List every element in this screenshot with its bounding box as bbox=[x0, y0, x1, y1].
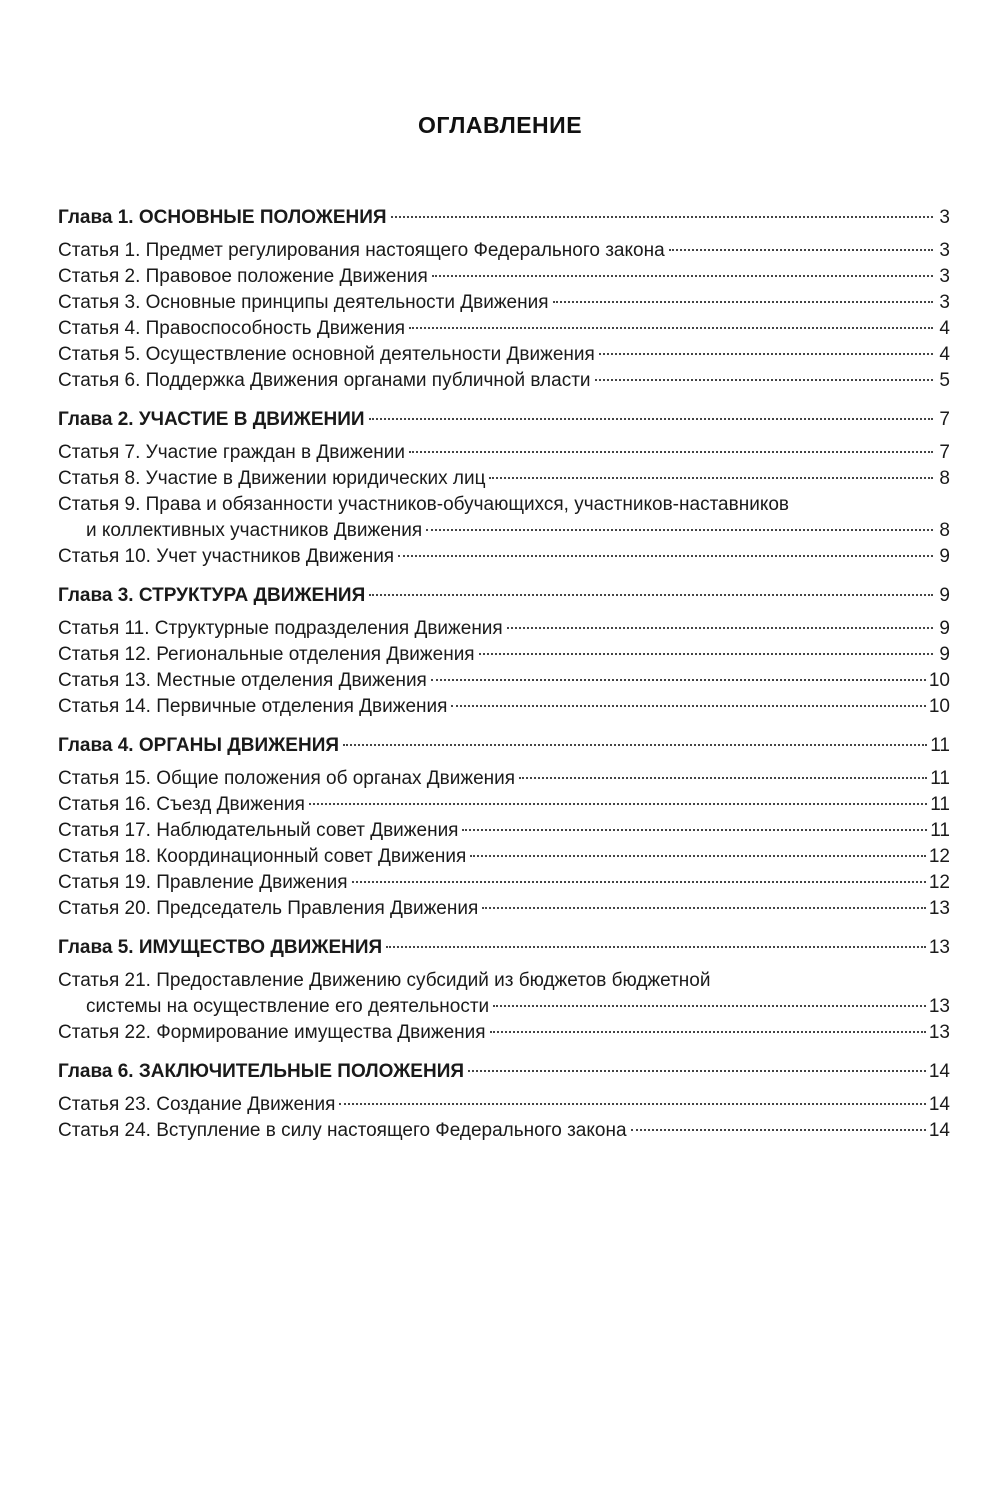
page-number: 4 bbox=[939, 344, 950, 365]
chapter-label: Глава 5. ИМУЩЕСТВО ДВИЖЕНИЯ bbox=[58, 937, 383, 958]
article-label: Статья 20. Председатель Правления Движения bbox=[58, 898, 479, 919]
article-label: Статья 7. Участие граждан в Движении bbox=[58, 442, 405, 463]
article-label: Статья 22. Формирование имущества Движения bbox=[58, 1022, 486, 1043]
dot-leader bbox=[398, 555, 933, 557]
article-label: Статья 6. Поддержка Движения органами публичной власти bbox=[58, 370, 591, 391]
toc-chapter-1 bbox=[58, 204, 950, 394]
page-number: 7 bbox=[939, 409, 950, 430]
page-number: 10 bbox=[928, 670, 950, 691]
toc-article[interactable] bbox=[58, 290, 950, 316]
dot-leader bbox=[631, 1129, 926, 1131]
table-of-contents bbox=[58, 204, 950, 1156]
article-label: Статья 5. Осуществление основной деятельности Движения bbox=[58, 344, 595, 365]
dot-leader bbox=[369, 594, 933, 596]
article-label: Статья 13. Местные отделения Движения bbox=[58, 670, 427, 691]
article-label: Статья 1. Предмет регулирования настоящего Федерального закона bbox=[58, 240, 665, 261]
toc-article[interactable] bbox=[58, 518, 950, 544]
page-number: 11 bbox=[930, 768, 950, 789]
page-number: 4 bbox=[939, 318, 950, 339]
toc-article[interactable] bbox=[58, 642, 950, 668]
page-number: 9 bbox=[939, 585, 950, 606]
toc-article[interactable] bbox=[58, 342, 950, 368]
dot-leader bbox=[409, 327, 933, 329]
dot-leader bbox=[369, 418, 933, 420]
chapter-label: Глава 1. ОСНОВНЫЕ ПОЛОЖЕНИЯ bbox=[58, 207, 387, 228]
page-number: 13 bbox=[928, 996, 950, 1017]
toc-article[interactable] bbox=[58, 368, 950, 394]
chapter-label: Глава 4. ОРГАНЫ ДВИЖЕНИЯ bbox=[58, 735, 340, 756]
toc-chapter-heading[interactable] bbox=[58, 582, 950, 610]
article-label: Статья 19. Правление Движения bbox=[58, 872, 348, 893]
dot-leader bbox=[519, 777, 927, 779]
toc-article[interactable] bbox=[58, 544, 950, 570]
article-label: Статья 3. Основные принципы деятельности Движения bbox=[58, 292, 549, 313]
toc-article[interactable] bbox=[58, 668, 950, 694]
page-number: 5 bbox=[939, 370, 950, 391]
toc-article[interactable] bbox=[58, 440, 950, 466]
article-label: Статья 15. Общие положения об органах Движения bbox=[58, 768, 516, 789]
article-label: Статья 17. Наблюдательный совет Движения bbox=[58, 820, 459, 841]
toc-article[interactable] bbox=[58, 1092, 950, 1118]
dot-leader bbox=[482, 907, 926, 909]
toc-chapter-heading[interactable] bbox=[58, 732, 950, 760]
toc-chapter-5 bbox=[58, 934, 950, 1046]
page-number: 9 bbox=[939, 644, 950, 665]
page-number: 11 bbox=[930, 794, 950, 815]
dot-leader bbox=[507, 627, 933, 629]
toc-article[interactable] bbox=[58, 896, 950, 922]
toc-chapter-heading[interactable] bbox=[58, 1058, 950, 1086]
dot-leader bbox=[409, 451, 933, 453]
dot-leader bbox=[599, 353, 933, 355]
toc-article[interactable] bbox=[58, 766, 950, 792]
dot-leader bbox=[431, 679, 926, 681]
page-number: 11 bbox=[930, 820, 950, 841]
page-title: ОГЛАВЛЕНИЕ bbox=[417, 112, 583, 138]
page-number: 13 bbox=[928, 1022, 950, 1043]
article-label: Статья 8. Участие в Движении юридических лиц bbox=[58, 468, 486, 489]
dot-leader bbox=[489, 477, 933, 479]
page-number: 12 bbox=[928, 872, 950, 893]
toc-chapter-2 bbox=[58, 406, 950, 570]
toc-chapter-3 bbox=[58, 582, 950, 720]
page-number: 3 bbox=[939, 207, 950, 228]
toc-article[interactable] bbox=[58, 1118, 950, 1144]
article-label: Статья 11. Структурные подразделения Движения bbox=[58, 618, 503, 639]
dot-leader bbox=[470, 855, 926, 857]
article-label: Статья 18. Координационный совет Движения bbox=[58, 846, 467, 867]
toc-article[interactable] bbox=[58, 994, 950, 1020]
dot-leader bbox=[386, 946, 926, 948]
page-number: 3 bbox=[939, 292, 950, 313]
article-label: Статья 12. Региональные отделения Движения bbox=[58, 644, 475, 665]
article-label-first-line[interactable]: Статья 21. Предоставление Движению субсидий из бюджетов бюджетной bbox=[58, 970, 711, 991]
dot-leader bbox=[462, 829, 927, 831]
article-label-first-line[interactable]: Статья 9. Права и обязанности участников-обучающихся, участников-наставников bbox=[58, 494, 790, 515]
dot-leader bbox=[553, 301, 933, 303]
dot-leader bbox=[595, 379, 933, 381]
page-number: 9 bbox=[939, 546, 950, 567]
toc-article[interactable] bbox=[58, 264, 950, 290]
dot-leader bbox=[669, 249, 933, 251]
toc-article[interactable] bbox=[58, 694, 950, 720]
article-label: Статья 16. Съезд Движения bbox=[58, 794, 305, 815]
article-label: и коллективных участников Движения bbox=[86, 520, 423, 541]
article-label: Статья 4. Правоспособность Движения bbox=[58, 318, 406, 339]
toc-article[interactable] bbox=[58, 316, 950, 342]
page-number: 3 bbox=[939, 266, 950, 287]
page-number: 13 bbox=[928, 937, 950, 958]
chapter-label: Глава 6. ЗАКЛЮЧИТЕЛЬНЫЕ ПОЛОЖЕНИЯ bbox=[58, 1061, 465, 1082]
page-number: 14 bbox=[928, 1061, 950, 1082]
page-number: 12 bbox=[928, 846, 950, 867]
toc-article[interactable] bbox=[58, 792, 950, 818]
dot-leader bbox=[391, 216, 933, 218]
toc-chapter-6 bbox=[58, 1058, 950, 1144]
toc-chapter-heading[interactable] bbox=[58, 934, 950, 962]
chapter-label: Глава 3. СТРУКТУРА ДВИЖЕНИЯ bbox=[58, 585, 366, 606]
dot-leader bbox=[490, 1031, 926, 1033]
dot-leader bbox=[343, 744, 927, 746]
dot-leader bbox=[493, 1005, 926, 1007]
page-number: 8 bbox=[939, 520, 950, 541]
page-number: 7 bbox=[939, 442, 950, 463]
page-number: 11 bbox=[930, 735, 950, 756]
toc-chapter-4 bbox=[58, 732, 950, 922]
article-label: Статья 2. Правовое положение Движения bbox=[58, 266, 428, 287]
dot-leader bbox=[451, 705, 925, 707]
dot-leader bbox=[426, 529, 933, 531]
page-number: 13 bbox=[928, 898, 950, 919]
dot-leader bbox=[352, 881, 926, 883]
toc-article[interactable] bbox=[58, 818, 950, 844]
toc-article[interactable] bbox=[58, 1020, 950, 1046]
page-number: 14 bbox=[928, 1120, 950, 1141]
toc-article[interactable] bbox=[58, 870, 950, 896]
page-number: 10 bbox=[928, 696, 950, 717]
dot-leader bbox=[479, 653, 933, 655]
toc-article[interactable] bbox=[58, 466, 950, 492]
dot-leader bbox=[468, 1070, 926, 1072]
page-number: 3 bbox=[939, 240, 950, 261]
article-label: Статья 23. Создание Движения bbox=[58, 1094, 336, 1115]
dot-leader bbox=[339, 1103, 925, 1105]
page-number: 9 bbox=[939, 618, 950, 639]
page-number: 8 bbox=[939, 468, 950, 489]
dot-leader bbox=[432, 275, 933, 277]
chapter-label: Глава 2. УЧАСТИЕ В ДВИЖЕНИИ bbox=[58, 409, 365, 430]
article-label: Статья 10. Учет участников Движения bbox=[58, 546, 395, 567]
toc-chapter-heading[interactable] bbox=[58, 204, 950, 232]
toc-article[interactable] bbox=[58, 238, 950, 264]
toc-article[interactable] bbox=[58, 844, 950, 870]
article-label: Статья 24. Вступление в силу настоящего Федерального закона bbox=[58, 1120, 627, 1141]
toc-chapter-heading[interactable] bbox=[58, 406, 950, 434]
page-number: 14 bbox=[928, 1094, 950, 1115]
toc-article[interactable] bbox=[58, 616, 950, 642]
article-label: системы на осуществление его деятельности bbox=[86, 996, 490, 1017]
article-label: Статья 14. Первичные отделения Движения bbox=[58, 696, 448, 717]
dot-leader bbox=[309, 803, 927, 805]
